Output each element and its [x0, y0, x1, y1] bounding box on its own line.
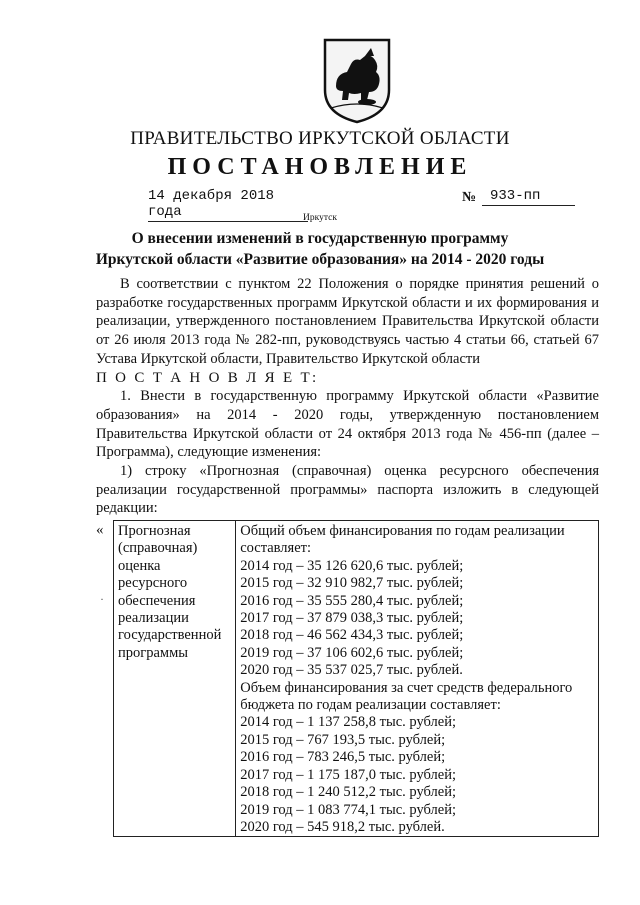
total-financing-row: 2019 год – 37 106 602,6 тыс. рублей; — [240, 644, 464, 661]
label-line: программы — [118, 644, 188, 661]
label-line: (справочная) — [118, 540, 198, 557]
document-type: ПОСТАНОВЛЕНИЕ — [167, 154, 473, 180]
total-financing-row: 2020 год – 35 537 025,7 тыс. рублей. — [240, 662, 463, 679]
resource-estimate-table — [113, 520, 599, 837]
total-financing-row: 2017 год – 37 879 038,3 тыс. рублей; — [240, 610, 464, 627]
label-line: обеспечения — [118, 592, 196, 609]
document-title-line-1: О внесении изменений в государственную программу — [131, 230, 509, 247]
table-row — [114, 521, 599, 837]
opening-quote-mark: « — [96, 522, 104, 538]
row-label-cell — [114, 521, 236, 837]
label-line: реализации — [118, 610, 189, 627]
total-financing-row: 2015 год – 32 910 982,7 тыс. рублей; — [240, 575, 464, 592]
total-financing-row: 2018 год – 46 562 434,3 тыс. рублей; — [240, 627, 464, 644]
document-title-line-2: Иркутской области «Развитие образования» на 2014 - 2020 годы — [95, 251, 545, 268]
total-financing-heading: Общий объем финансирования по годам реализации составляет: — [240, 523, 565, 557]
city-name: Иркутск — [303, 213, 337, 223]
federal-financing-row: 2019 год – 1 083 774,1 тыс. рублей; — [240, 801, 456, 818]
decree-word: П О С Т А Н О В Л Я Е Т: — [96, 369, 319, 386]
total-financing-row: 2016 год – 35 555 280,4 тыс. рублей; — [240, 592, 464, 609]
label-line: Прогнозная — [118, 523, 191, 539]
document-number: 933-пп — [482, 188, 575, 206]
document-title — [0, 228, 640, 270]
government-name: ПРАВИТЕЛЬСТВО ИРКУТСКОЙ ОБЛАСТИ — [130, 128, 510, 149]
federal-financing-row: 2017 год – 1 175 187,0 тыс. рублей; — [240, 766, 456, 783]
federal-financing-heading: Объем финансирования за счет средств федерального бюджета по годам реализации составляет: — [240, 679, 573, 714]
label-line: ресурсного — [118, 575, 188, 592]
row-value-cell — [236, 521, 599, 837]
item-1-paragraph: 1. Внести в государственную программу Иркутской области «Развитие образования» на 2014 - 2020 годы, утвержденную постановлением Правительства Иркутской области от 24 октября 2013 года № 456-пп (далее – Программа), следующие изменения: — [96, 388, 599, 461]
federal-financing-row: 2018 год – 1 240 512,2 тыс. рублей; — [240, 784, 456, 801]
item-1-1-paragraph: 1) строку «Прогнозная (справочная) оценка ресурсного обеспечения реализации государственной программы» паспорта изложить в следующей редакции: — [96, 463, 599, 517]
label-line: оценка — [118, 557, 161, 574]
number-sign: № — [462, 190, 477, 205]
federal-financing-row: 2014 год – 1 137 258,8 тыс. рублей; — [240, 714, 456, 731]
label-line: государственной — [118, 627, 222, 644]
irkutsk-coat-of-arms-emblem — [321, 38, 393, 124]
document-body — [96, 275, 599, 518]
federal-financing-row: 2015 год – 767 193,5 тыс. рублей; — [240, 731, 446, 748]
preamble-paragraph: В соответствии с пунктом 22 Положения о порядке принятия решений о разработке государственных программ Иркутской области и их формирования и реализации, утвержденного постановлением Правительства Иркутской области от 26 июля 2013 года № 282-пп, руководствуясь частью 4 статьи 66, статьей 67 Устава Иркутской области, Правительство Иркутской области — [96, 276, 599, 367]
document-date: 14 декабря 2018 года — [148, 188, 308, 222]
federal-financing-row: 2016 год – 783 246,5 тыс. рублей; — [240, 749, 446, 766]
margin-mark: · — [100, 592, 104, 606]
federal-financing-row: 2020 год – 545 918,2 тыс. рублей. — [240, 818, 445, 835]
total-financing-row: 2014 год – 35 126 620,6 тыс. рублей; — [240, 557, 464, 574]
